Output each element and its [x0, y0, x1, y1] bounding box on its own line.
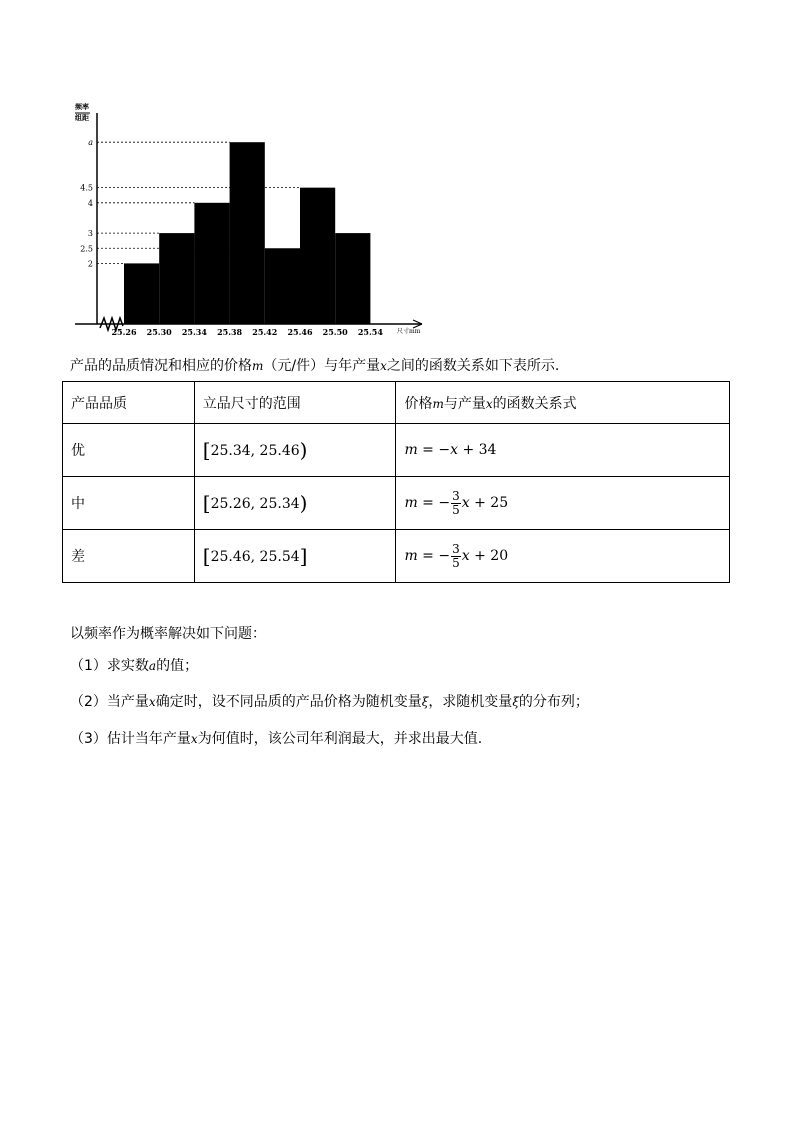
quality-cell: 差	[63, 530, 195, 583]
x-tick-label: 25.26	[111, 327, 137, 337]
formula-cell: m = − $\frac{3}{5}$ x + 25	[396, 477, 730, 530]
y-tick-labels	[80, 138, 93, 268]
quality-cell: 中	[63, 477, 195, 530]
x-tick-labels	[111, 327, 383, 337]
histogram-bar	[230, 142, 265, 324]
question-2: （2）当产量x确定时，设不同品质的产品价格为随机变量ξ，求随机变量ξ的分布列；	[70, 694, 589, 710]
quality-price-table	[62, 381, 730, 583]
y-tick-label: 4	[87, 198, 93, 208]
header-range: 立品尺寸的范围	[194, 382, 396, 424]
y-tick-label: a	[88, 138, 93, 148]
header-function: 价格m与产量x的函数关系式	[396, 382, 730, 424]
histogram	[70, 98, 440, 348]
x-tick-label: 25.42	[252, 327, 278, 337]
range-cell: [25.46, 25.54]	[194, 530, 396, 583]
x-tick-label: 25.54	[357, 327, 383, 337]
table-row	[63, 477, 730, 530]
table-header-row	[63, 382, 730, 424]
histogram-bar	[159, 233, 194, 324]
y-tick-label: 4.5	[80, 183, 93, 193]
questions-lead: 以频率作为概率解决如下问题：	[70, 626, 266, 642]
y-axis-label-bottom: 组距	[75, 113, 89, 122]
y-axis-label-top: 频率	[75, 102, 89, 111]
intro-sentence: 产品的品质情况和相应的价格m（元/件）与年产量x之间的函数关系如下表所示.	[70, 358, 560, 374]
y-tick-label: 3	[87, 229, 93, 239]
table-row	[63, 530, 730, 583]
table-row	[63, 424, 730, 477]
x-tick-label: 25.34	[181, 327, 207, 337]
histogram-bar	[335, 233, 370, 324]
range-cell: [25.34, 25.46)	[194, 424, 396, 477]
x-tick-label: 25.30	[146, 327, 172, 337]
histogram-bar	[300, 188, 335, 324]
formula-cell: m = − x + 34	[396, 424, 730, 477]
histogram-bar	[265, 248, 300, 324]
x-tick-label: 25.46	[287, 327, 313, 337]
y-tick-label: 2	[87, 259, 93, 269]
var-m: m	[252, 359, 264, 373]
histogram-bar	[194, 203, 229, 324]
question-1: （1）求实数a的值；	[70, 658, 199, 674]
y-tick-label: 2.5	[80, 244, 93, 254]
header-quality: 产品品质	[63, 382, 195, 424]
range-cell: [25.26, 25.34)	[194, 477, 396, 530]
quality-cell: 优	[63, 424, 195, 477]
histogram-bar	[124, 263, 159, 324]
x-tick-label: 25.50	[322, 327, 348, 337]
formula-cell: m = − $\frac{3}{5}$ x + 20	[396, 530, 730, 583]
x-tick-label: 25.38	[217, 327, 243, 337]
x-axis-label: 尺寸mm	[397, 328, 421, 335]
var-x: x	[380, 359, 387, 373]
histogram-bars	[124, 142, 370, 324]
question-3: （3）估计当年产量x为何值时，该公司年利润最大，并求出最大值.	[70, 731, 483, 747]
